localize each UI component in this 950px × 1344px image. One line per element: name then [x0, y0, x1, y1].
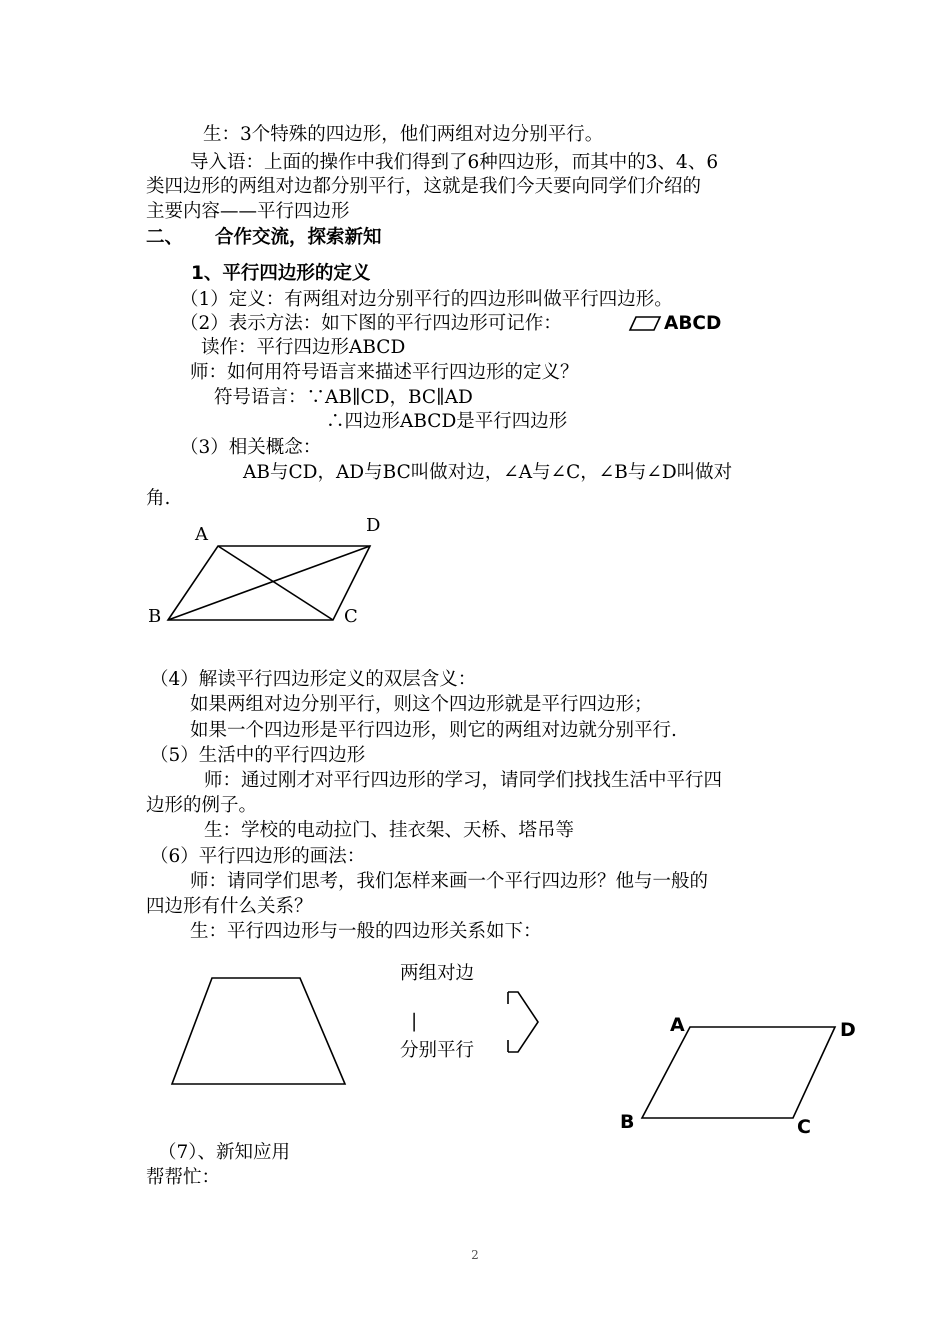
trapezoid-figure	[165, 975, 355, 1090]
text-line: 帮帮忙：	[146, 1167, 221, 1188]
text-line: 如果两组对边分别平行，则这个四边形就是平行四边形；	[190, 694, 653, 715]
text-line: （7）、新知应用	[158, 1142, 291, 1163]
section-number: 二、	[146, 227, 184, 248]
page-number: 2	[471, 1248, 479, 1262]
text-line: 类四边形的两组对边都分别平行，这就是我们今天要向同学们介绍的	[146, 176, 702, 197]
text-line: 四边形有什么关系？	[146, 896, 313, 917]
text-line: （3）相关概念：	[180, 437, 322, 458]
relation-mark: |	[411, 1011, 418, 1032]
text-line: 导入语：上面的操作中我们得到了6种四边形，而其中的3、4、6	[190, 152, 719, 173]
text-line: 师：如何用符号语言来描述平行四边形的定义？	[190, 362, 579, 383]
text-line: 生：学校的电动拉门、挂衣架、天桥、塔吊等	[204, 820, 575, 841]
vertex-label-c: C	[797, 1116, 811, 1138]
text-line: 边形的例子。	[146, 795, 258, 816]
text-line: 如果一个四边形是平行四边形，则它的两组对边就分别平行.	[190, 720, 677, 741]
text-line: （5）生活中的平行四边形	[150, 745, 366, 766]
text-line: 主要内容——平行四边形	[146, 201, 350, 222]
right-arrow-icon	[500, 990, 550, 1056]
vertex-label-b: B	[148, 606, 162, 627]
relation-bottom-text: 分别平行	[400, 1040, 475, 1061]
text-line: 读作：平行四边形ABCD	[201, 337, 406, 358]
text-line: 角.	[146, 488, 171, 509]
vertex-label-a: A	[195, 524, 208, 545]
text-line: 师：请同学们思考，我们怎样来画一个平行四边形？他与一般的	[190, 871, 709, 892]
relation-top-text: 两组对边	[400, 963, 475, 984]
text-line: 师：通过刚才对平行四边形的学习，请同学们找找生活中平行四	[204, 770, 723, 791]
text-line: ∴四边形ABCD是平行四边形	[326, 411, 568, 432]
text-line: 符号语言：∵AB∥CD，BC∥AD	[214, 387, 473, 408]
parallelogram-figure	[615, 1005, 875, 1140]
text-line: 生：平行四边形与一般的四边形关系如下：	[190, 921, 542, 942]
text-line: （2）表示方法：如下图的平行四边形可记作：	[180, 313, 562, 334]
text-line: （6）平行四边形的画法：	[150, 846, 366, 867]
text-line: （1）定义：有两组对边分别平行的四边形叫做平行四边形。	[180, 289, 673, 310]
vertex-label-d: D	[840, 1019, 856, 1041]
vertex-label-c: C	[344, 606, 358, 627]
subsection-title: 1、平行四边形的定义	[191, 263, 371, 284]
parallelogram-diagonals-figure	[140, 512, 380, 627]
section-title: 合作交流，探索新知	[215, 227, 382, 248]
vertex-label-b: B	[620, 1111, 635, 1133]
vertex-label-d: D	[366, 515, 381, 536]
text-line: （4）解读平行四边形定义的双层含义：	[150, 669, 477, 690]
notation-label: ABCD	[664, 313, 722, 334]
text-line: 生：3个特殊的四边形，他们两组对边分别平行。	[203, 124, 604, 145]
text-line: AB与CD，AD与BC叫做对边，∠A与∠C，∠B与∠D叫做对	[243, 462, 733, 483]
parallelogram-symbol-icon	[628, 316, 662, 332]
vertex-label-a: A	[670, 1014, 685, 1036]
